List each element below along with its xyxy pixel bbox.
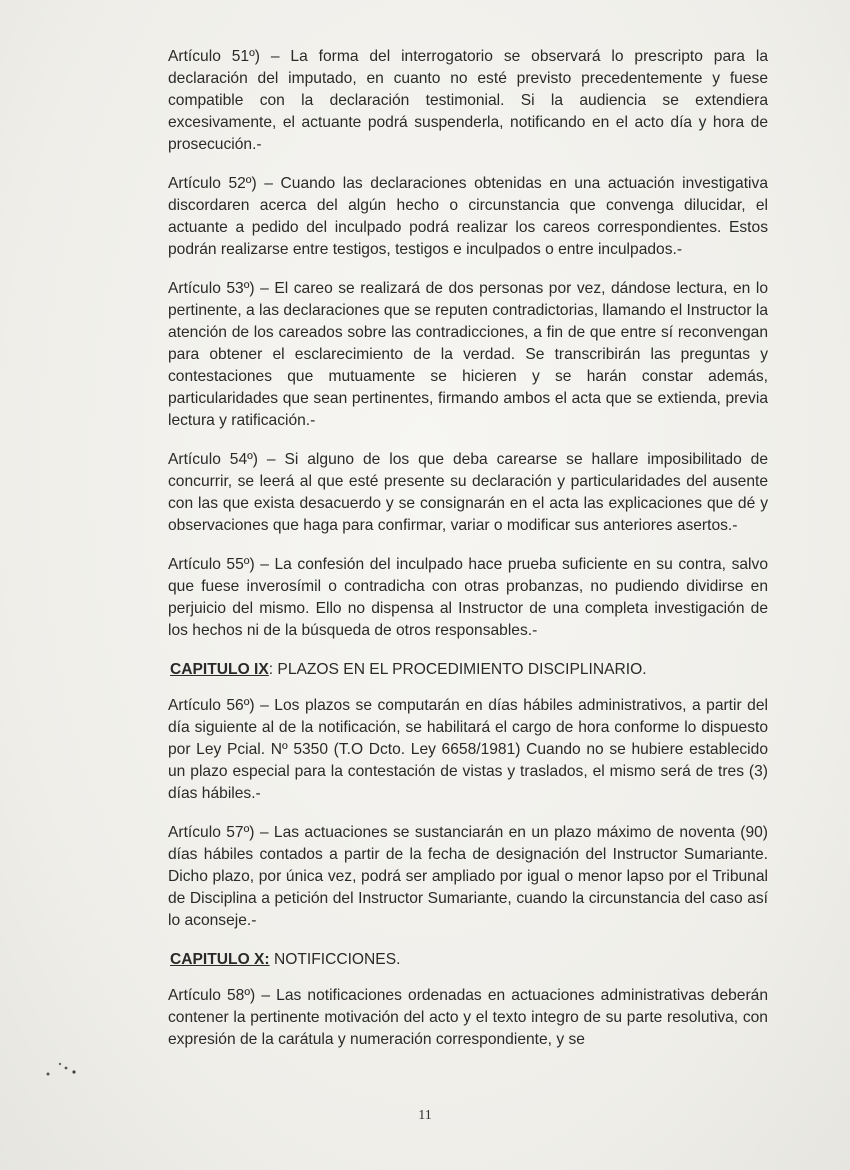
document-body [168,46,768,1068]
article-56: Artículo 56º) – Los plazos se computarán en días hábiles administrativos, a partir del día siguiente al de la notificación, se habilitará el cargo de hora conforme lo dispuesto por Ley Pcial. Nº 5350 (T.O Dcto. Ley 6658/1981) Cuando no se hubiere establecido un plazo especial para la contestación de vistas y traslados, el mismo será de tres (3) días hábiles.- [168,697,768,802]
chapter-x-title: NOTIFICCIONES. [269,951,401,968]
article-52: Artículo 52º) – Cuando las declaraciones obtenidas en una actuación investigativa discordaren acerca del algún hecho o circunstancia que convenga dilucidar, el actuante a pedido del inculpado podrá realizar los careos correspondientes. Estos podrán realizarse entre testigos, testigos e inculpados o entre inculpados.- [168,175,768,258]
article-57: Artículo 57º) – Las actuaciones se sustanciarán en un plazo máximo de noventa (90) días hábiles contados a partir de la fecha de designación del Instructor Sumariante. Dicho plazo, por única vez, podrá ser ampliado por igual o menor lapso por el Tribunal de Disciplina a petición del Instructor Sumariante, cuando la circunstancia del caso así lo aconseje.- [168,824,768,929]
chapter-x-heading [170,949,768,971]
chapter-ix-title: : PLAZOS EN EL PROCEDIMIENTO DISCIPLINARIO. [268,661,647,678]
chapter-ix-heading [170,659,768,681]
article-51: Artículo 51º) – La forma del interrogatorio se observará lo prescripto para la declaración del imputado, en cuanto no esté previsto precedentemente y fuese compatible con la declaración testimonial. Si la audiencia se extendiera excesivamente, el actuante podrá suspenderla, notificando en el acto día y hora de prosecución.- [168,48,768,153]
chapter-ix-label: CAPITULO IX [170,661,269,678]
article-55: Artículo 55º) – La confesión del inculpado hace prueba suficiente en su contra, salvo que fuese inverosímil o contradicha con otras probanzas, no pudiendo dividirse en perjuicio del mismo. Ello no dispensa al Instructor de una completa investigación de los hechos ni de la búsqueda de otros responsables.- [168,556,768,639]
chapter-x-label: CAPITULO X: [170,951,270,968]
scan-artifact [40,1052,90,1082]
page-number: 11 [418,1108,432,1123]
article-58: Artículo 58º) – Las notificaciones ordenadas en actuaciones administrativas deberán contener la pertinente motivación del acto y el texto integro de su parte resolutiva, con expresión de la carátula y numeración correspondiente, y se [168,987,768,1048]
article-53: Artículo 53º) – El careo se realizará de dos personas por vez, dándose lectura, en lo pertinente, a las declaraciones que se reputen contradictorias, llamando el Instructor la atención de los careados sobre las contradicciones, a fin de que entre sí reconvengan para obtener el esclarecimiento de la verdad. Se transcribirán las preguntas y contestaciones que mutuamente se hicieren y se harán constar además, particularidades que sean pertinentes, firmando ambos el acta que se extienda, previa lectura y ratificación.- [168,280,768,429]
article-54: Artículo 54º) – Si alguno de los que deba carearse se hallare imposibilitado de concurrir, se leerá al que esté presente su declaración y particularidades del ausente con las que exista desacuerdo y se consignarán en el acta las explicaciones que dé y observaciones que haga para confirmar, variar o modificar sus anteriores asertos.- [168,451,768,534]
